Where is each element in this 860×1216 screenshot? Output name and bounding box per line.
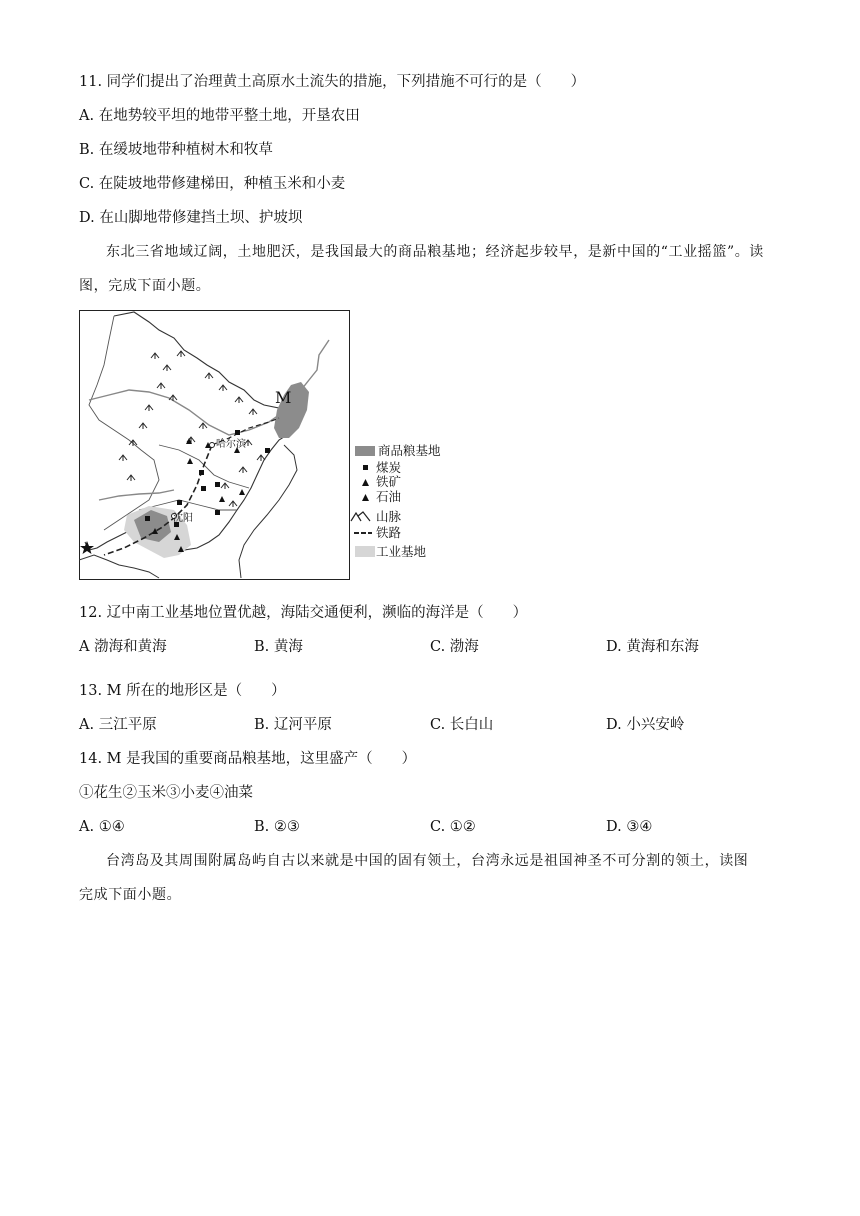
intro1-line2: 图，完成下面小题。 bbox=[79, 278, 211, 294]
q11-option-b: B. 在缓坡地带种植树木和牧草 bbox=[79, 142, 273, 158]
q14-stem: 14. M 是我国的重要商品粮基地，这里盛产（ ） bbox=[79, 751, 417, 767]
intro2-line2: 完成下面小题。 bbox=[79, 887, 182, 903]
m-label: M bbox=[275, 388, 292, 407]
q12-option-d: D. 黄海和东海 bbox=[606, 639, 699, 655]
q14-option-c: C. ①② bbox=[430, 819, 476, 835]
q11-option-d: D. 在山脚地带修建挡土坝、护坡坝 bbox=[79, 210, 303, 226]
harbin-label: 哈尔滨 bbox=[216, 439, 246, 450]
q12-stem: 12. 辽中南工业基地位置优越，海陆交通便利，濒临的海洋是（ ） bbox=[79, 605, 528, 621]
harbin-dot bbox=[210, 443, 215, 448]
grain-base-swatch bbox=[355, 446, 375, 456]
q11-stem: 11. 同学们提出了治理黄土高原水土流失的措施，下列措施不可行的是（ ） bbox=[79, 74, 586, 90]
q13-stem: 13. M 所在的地形区是（ ） bbox=[79, 683, 286, 699]
q13-option-c: C. 长白山 bbox=[430, 717, 494, 733]
q11-option-c: C. 在陡坡地带修建梯田，种植玉米和小麦 bbox=[79, 176, 346, 192]
q12-option-c: C. 渤海 bbox=[430, 639, 479, 655]
industrial-base-swatch bbox=[355, 546, 375, 557]
legend-grain: 商品粮基地 bbox=[378, 443, 441, 458]
q13-option-a: A. 三江平原 bbox=[79, 717, 157, 733]
legend-mountain: 山脉 bbox=[376, 509, 402, 524]
q12-option-a: A 渤海和黄海 bbox=[79, 639, 167, 655]
railway-icon bbox=[353, 529, 373, 537]
iron-triangle-icon bbox=[361, 478, 370, 487]
legend-oil: 石油 bbox=[376, 489, 402, 504]
mountain-icon bbox=[350, 510, 372, 522]
legend-iron: 铁矿 bbox=[376, 474, 402, 489]
shenyang-label: 沈阳 bbox=[173, 513, 193, 524]
q14-sub: ①花生②玉米③小麦④油菜 bbox=[79, 785, 253, 801]
q12-option-b: B. 黄海 bbox=[254, 639, 303, 655]
q11-option-a: A. 在地势较平坦的地带平整土地，开垦农田 bbox=[79, 108, 360, 124]
legend-industrial: 工业基地 bbox=[376, 544, 427, 559]
coal-square-icon bbox=[363, 465, 368, 470]
intro1-line1: 东北三省地域辽阔，土地肥沃，是我国最大的商品粮基地；经济起步较早，是新中国的“工业摇篮”。读 bbox=[106, 244, 764, 260]
q14-option-a: A. ①④ bbox=[79, 819, 125, 835]
oil-triangle-icon bbox=[361, 493, 370, 502]
q13-option-d: D. 小兴安岭 bbox=[606, 717, 685, 733]
legend-coal: 煤炭 bbox=[376, 460, 402, 475]
q14-option-b: B. ②③ bbox=[254, 819, 300, 835]
q14-option-d: D. ③④ bbox=[606, 819, 653, 835]
intro2-line1: 台湾岛及其周围附属岛屿自古以来就是中国的固有领土，台湾永远是祖国神圣不可分割的领土，读图 bbox=[106, 853, 749, 869]
q13-option-b: B. 辽河平原 bbox=[254, 717, 332, 733]
northeast-china-map bbox=[79, 310, 350, 580]
legend-railway: 铁路 bbox=[376, 525, 402, 540]
